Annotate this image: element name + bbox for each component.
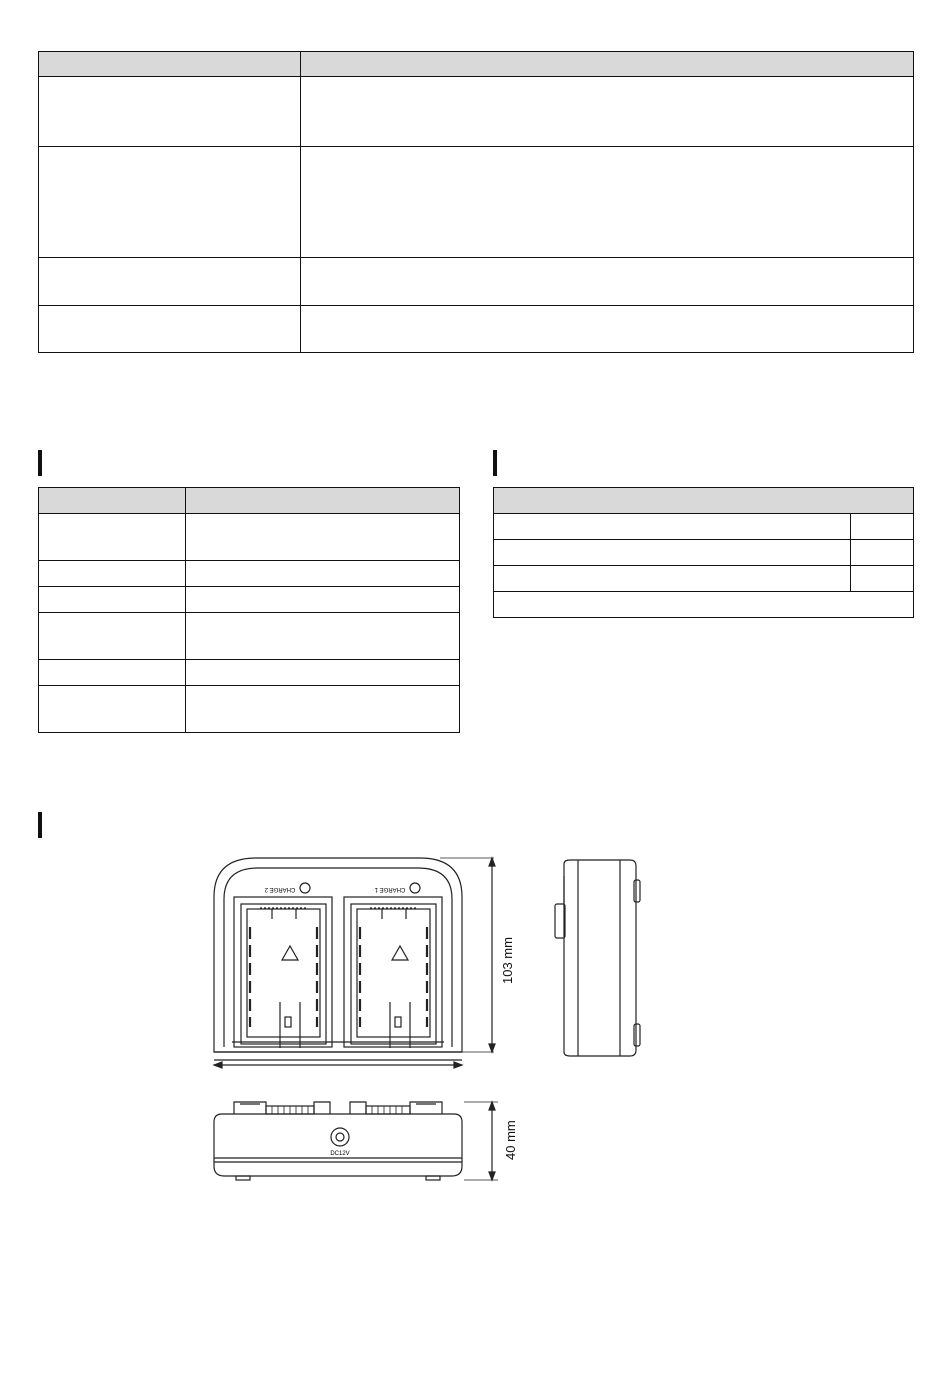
- table-cell: [39, 77, 301, 147]
- table-cell: [39, 587, 186, 613]
- left-table: [38, 487, 460, 733]
- table-row: [39, 306, 914, 353]
- table-cell: [39, 147, 301, 258]
- table-row: [494, 592, 914, 618]
- table-row: [494, 514, 914, 540]
- table-header-cell: [39, 52, 301, 77]
- table-header-row: [39, 52, 914, 77]
- table-cell: [301, 258, 914, 306]
- slot-2-label: CHARGE 2: [264, 886, 296, 892]
- table-cell: [186, 514, 460, 561]
- table-cell: [39, 660, 186, 686]
- table-row: [39, 561, 460, 587]
- table-cell: [186, 686, 460, 733]
- table-cell: [39, 613, 186, 660]
- table-row: [39, 613, 460, 660]
- table-cell: [494, 592, 914, 618]
- charger-top-view-drawing: [210, 852, 500, 1077]
- table-header-cell: [39, 488, 186, 514]
- top-table: [38, 51, 914, 353]
- table-cell: [39, 306, 301, 353]
- table-row: [39, 147, 914, 258]
- charger-front-view-drawing: [210, 1096, 500, 1188]
- table-cell: [851, 540, 914, 566]
- table-cell: [39, 258, 301, 306]
- table-header-row: [494, 488, 914, 514]
- table-header-cell: [494, 488, 914, 514]
- section-marker-right: [493, 450, 497, 476]
- right-table: [493, 487, 914, 618]
- table-row: [39, 660, 460, 686]
- table-cell: [494, 540, 851, 566]
- dc-port-label: DC12V: [330, 1151, 350, 1157]
- table-cell: [186, 613, 460, 660]
- table-cell: [851, 514, 914, 540]
- table-row: [39, 258, 914, 306]
- table-cell: [494, 514, 851, 540]
- table-cell: [39, 686, 186, 733]
- table-cell: [186, 561, 460, 587]
- table-cell: [301, 306, 914, 353]
- table-header-cell: [186, 488, 460, 514]
- table-cell: [186, 660, 460, 686]
- depth-dimension-label: 40 mm: [503, 1120, 518, 1160]
- slot-1-label: CHARGE 1: [374, 886, 406, 892]
- table-row: [39, 77, 914, 147]
- table-cell: [494, 566, 851, 592]
- table-row: [39, 686, 460, 733]
- table-cell: [39, 561, 186, 587]
- table-header-cell: [301, 52, 914, 77]
- table-cell: [301, 77, 914, 147]
- charger-side-view-drawing: [554, 856, 644, 1060]
- table-row: [39, 514, 460, 561]
- section-marker-dimensions: [38, 812, 42, 838]
- table-row: [39, 587, 460, 613]
- table-cell: [186, 587, 460, 613]
- table-cell: [39, 514, 186, 561]
- table-cell: [851, 566, 914, 592]
- height-dimension-label: 103 mm: [500, 937, 515, 984]
- table-cell: [301, 147, 914, 258]
- section-marker-left: [38, 450, 42, 476]
- table-header-row: [39, 488, 460, 514]
- table-row: [494, 566, 914, 592]
- table-row: [494, 540, 914, 566]
